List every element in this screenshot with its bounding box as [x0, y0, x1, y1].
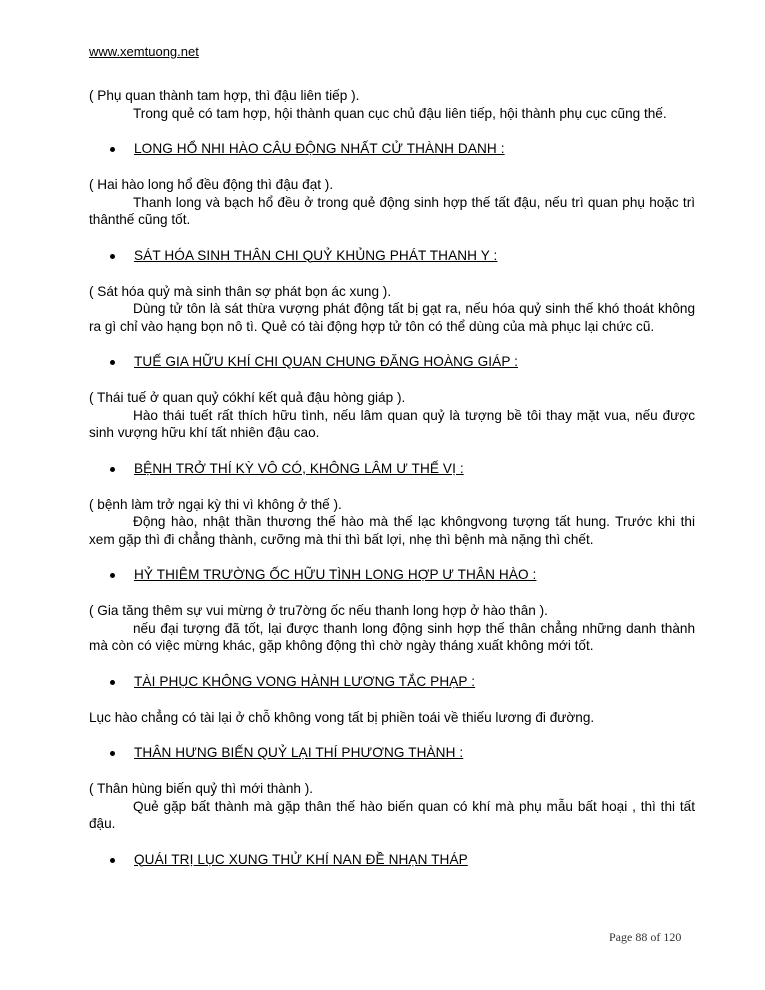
bullet-icon: [110, 360, 115, 365]
section-3: [89, 353, 695, 442]
page-content: [89, 87, 695, 869]
section-heading-text: SÁT HÓA SINH THÂN CHI QUỶ KHỦNG PHÁT THANH Y :: [134, 247, 498, 263]
section-body: nếu đại tượng đã tốt, lại được thanh long động sinh hợp thế thân chẳng những danh thành mà còn có việc mừng khác, gặp không động thì chờ ngày tháng xuất không mới tốt.: [89, 620, 695, 653]
section-heading-text: QUÁI TRỊ LỤC XUNG THỬ KHÍ NAN ĐỀ NHẠN THÁP: [134, 851, 468, 867]
section-body: Thanh long và bạch hổ đều ở trong quẻ động sinh hợp thế tất đậu, nếu trì quan phụ hoặc trì thânthế cũng tốt.: [89, 194, 695, 227]
section-heading-text: TÀI PHỤC KHÔNG VONG HÀNH LƯƠNG TẮC PHẠP :: [134, 673, 476, 689]
bullet-icon: [110, 147, 115, 152]
bullet-icon: [110, 467, 115, 472]
bullet-icon: [110, 751, 115, 756]
document-page: [89, 0, 695, 990]
section-lead: ( Gia tăng thêm sự vui mừng ở tru7ờng ốc nếu thanh long hợp ở hào thân ).: [89, 603, 548, 618]
section-body: Quẻ gặp bất thành mà gặp thân thế hào biến quan có khí mà phụ mẫu bất hoại , thì thi tất đậu.: [89, 798, 695, 831]
section-lead: ( Hai hào long hổ đều động thì đậu đạt ).: [89, 177, 334, 192]
section-heading-text: BỆNH TRỞ THÍ KỲ VÔ CÓ, KHÔNG LÂM Ư THẾ VỊ :: [134, 460, 464, 476]
section-body: Dùng tử tôn là sát thừa vượng phát động tất bị gạt ra, nếu hóa quỷ sinh thế khó thoát không ra gì chỉ vào hạng bọn nô tì. Quẻ có tài động hợp tử tôn có thể dùng của mà phục lại chức cũ.: [89, 301, 695, 334]
section-heading: [89, 566, 695, 584]
section-8: [89, 851, 695, 869]
section-heading: [89, 460, 695, 478]
section-heading-text: THÂN HƯNG BIẾN QUỶ LẠI THÍ PHƯƠNG THÀNH :: [134, 745, 464, 760]
section-heading: [89, 353, 695, 371]
section-lead: ( Thân hùng biến quỷ thì mới thành ).: [89, 781, 314, 796]
site-url[interactable]: www.xemtuong.net: [89, 44, 199, 59]
bullet-icon: [110, 858, 115, 863]
section-lead: ( Thái tuế ở quan quỷ cókhí kết quả đậu hòng giáp ).: [89, 390, 406, 405]
section-7: [89, 744, 695, 833]
section-heading: [89, 744, 695, 762]
section-heading-text: TUẾ GIA HỮU KHÍ CHI QUAN CHUNG ĐĂNG HOÀNG GIÁP :: [134, 354, 518, 369]
section-heading: [89, 140, 695, 158]
section-body: Lục hào chẳng có tài lại ở chỗ không vong tất bị phiền toái về thiếu lương đi đường.: [89, 709, 595, 725]
section-5: [89, 566, 695, 655]
section-heading-text: HỶ THIÊM TRƯỜNG ỐC HỮU TÌNH LONG HỢP Ư THÂN HÀO :: [134, 567, 537, 582]
intro-body: Trong quẻ có tam hợp, hội thành quan cục chủ đậu liên tiếp, hội thành phụ cục cũng thế.: [133, 105, 667, 121]
section-heading: [89, 247, 695, 265]
section-lead: ( Sát hóa quỷ mà sinh thân sợ phát bọn ác xung ).: [89, 283, 392, 299]
section-lead: ( bệnh làm trở ngại kỳ thi vì không ở thế ).: [89, 496, 342, 512]
section-6: [89, 673, 695, 727]
page-number: Page 88 of 120: [609, 930, 682, 944]
section-1: [89, 140, 695, 229]
section-2: [89, 247, 695, 336]
section-body: Động hào, nhật thần thương thế hào mà thế lạc khôngvong tượng tất hung. Trước khi thi xem gặp thì đi chẳng thành, cưỡng mà thi thì bất lợi, nhẹ thì bệnh mà nặng thì chết.: [89, 514, 695, 547]
section-heading: [89, 851, 695, 869]
section-heading-text: LONG HỔ NHI HÀO CÂU ĐỘNG NHẤT CỬ THÀNH DANH :: [134, 141, 505, 156]
bullet-icon: [110, 573, 115, 578]
intro-lead: ( Phụ quan thành tam hợp, thì đậu liên tiếp ).: [89, 88, 360, 103]
bullet-icon: [110, 680, 115, 685]
section-heading: [89, 673, 695, 691]
section-4: [89, 460, 695, 549]
section-body: Hào thái tuết rất thích hữu tình, nếu lâm quan quỷ là tượng bề tôi thay mặt vua, nếu được sinh vượng hữu khí tất nhiên đậu cao.: [89, 407, 695, 440]
bullet-icon: [110, 254, 115, 259]
